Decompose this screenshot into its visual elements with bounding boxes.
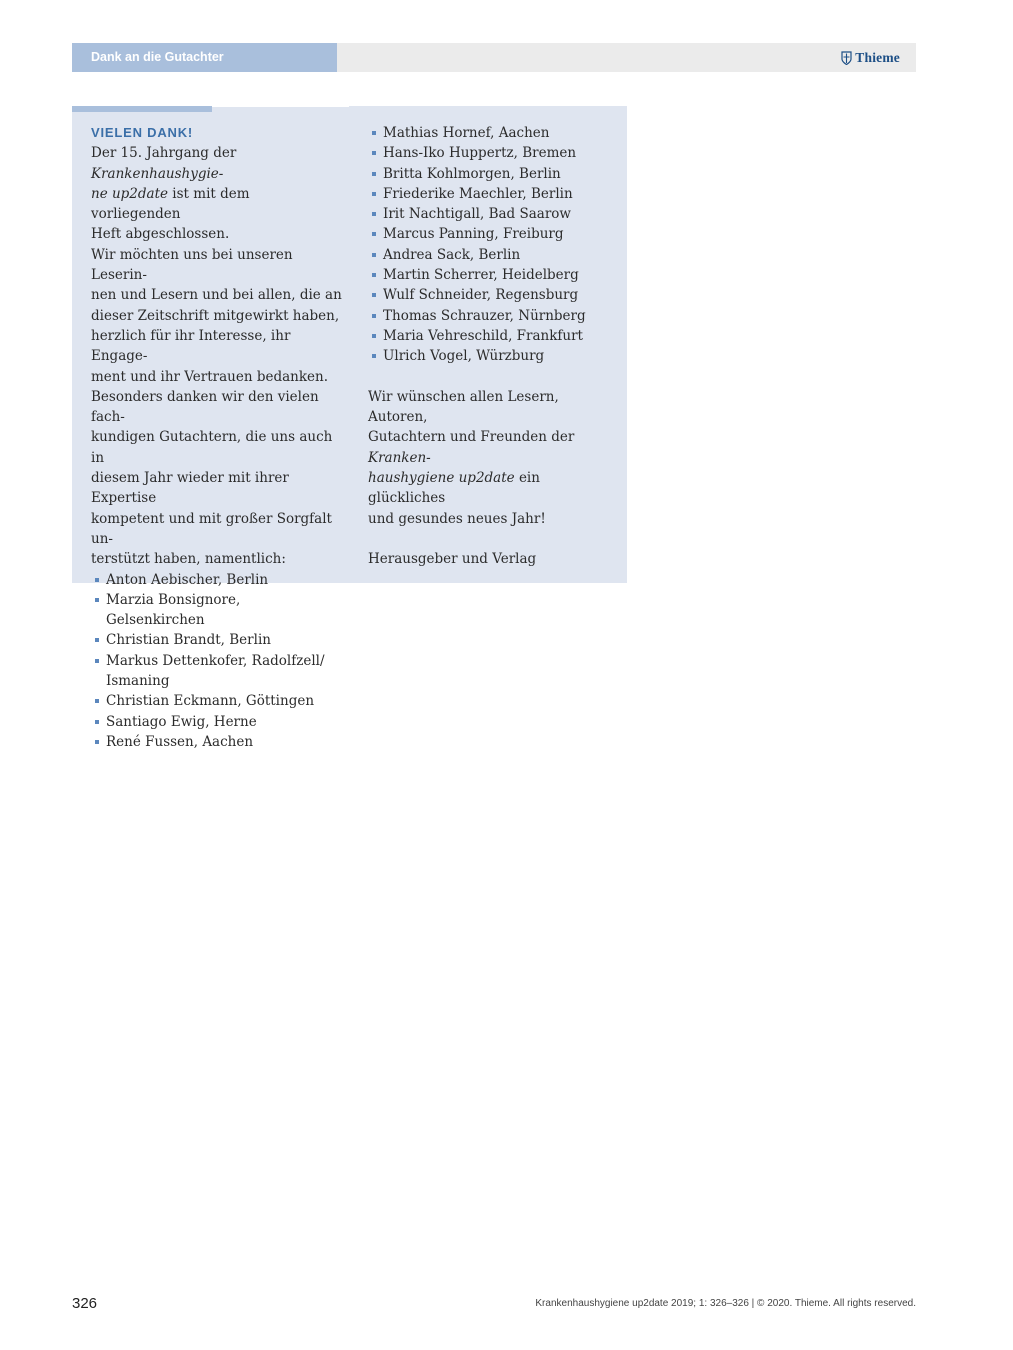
journal-title-run: Kranken-	[368, 449, 431, 466]
intro-paragraph	[91, 143, 343, 244]
spacer	[368, 529, 618, 549]
spacer	[368, 367, 618, 387]
text-line	[368, 427, 618, 468]
text-line: Wir möchten uns bei unseren Leserin-	[91, 246, 293, 284]
text-line	[368, 468, 618, 509]
text-run: und gesundes neues Jahr!	[368, 510, 546, 527]
reviewer-item: Anton Aebischer, Berlin	[91, 570, 343, 590]
text-line: terstützt haben, namentlich:	[91, 551, 286, 568]
journal-title-run: ne up2date	[91, 185, 169, 202]
text-line: kompetent und mit großer Sorgfalt un-	[91, 510, 332, 547]
thanks-paragraph	[91, 245, 343, 387]
reviewer-item: Ulrich Vogel, Würzburg	[368, 346, 618, 366]
reviewer-item: Markus Dettenkofer, Radolfzell/ Ismaning	[91, 651, 343, 692]
thank-you-box	[72, 106, 627, 750]
brand-name: Thieme	[855, 50, 900, 65]
text-run: Der 15. Jahrgang der	[91, 145, 237, 162]
reviewer-item: Martin Scherrer, Heidelberg	[368, 265, 618, 285]
journal-title-run: haushygiene up2date	[368, 470, 515, 487]
box-heading: VIELEN DANK!	[91, 125, 194, 140]
running-header	[72, 43, 916, 72]
text-line: nen und Lesern und bei allen, die an	[91, 287, 342, 304]
reviewer-item: Christian Eckmann, Göttingen	[91, 691, 343, 711]
signature: Herausgeber und Verlag	[368, 551, 537, 568]
box-top-divider	[212, 106, 349, 107]
text-run: Wir wünschen allen Lesern, Autoren,	[368, 388, 559, 426]
citation-line: Krankenhaushygiene up2date 2019; 1: 326–326 | © 2020. Thieme. All rights reserved.	[535, 1298, 916, 1309]
reviewer-item: Santiago Ewig, Herne	[91, 712, 343, 732]
text-run: ein glückliches	[368, 470, 540, 507]
reviewer-item: Friederike Maechler, Berlin	[368, 184, 618, 204]
reviewer-item: Marcus Panning, Freiburg	[368, 224, 618, 244]
text-line	[368, 387, 618, 428]
reviewer-item: Wulf Schneider, Regensburg	[368, 285, 618, 305]
text-line: Besonders danken wir den vielen fach-	[91, 388, 319, 426]
reviewer-list-right	[368, 123, 618, 367]
text-line: diesem Jahr wieder mit ihrer Expertise	[91, 470, 289, 507]
reviewer-item: Irit Nachtigall, Bad Saarow	[368, 204, 618, 224]
reviewer-item: Marzia Bonsignore, Gelsenkirchen	[91, 590, 343, 631]
reviewers-paragraph	[91, 387, 343, 570]
text-line: kundigen Gutachtern, die uns auch in	[91, 429, 333, 466]
thieme-shield-icon	[841, 51, 852, 65]
right-column	[368, 123, 618, 570]
journal-title-run: Krankenhaushygie-	[91, 165, 224, 182]
text-line: dieser Zeitschrift mitgewirkt haben,	[91, 307, 340, 324]
reviewer-list-left	[91, 570, 343, 753]
text-line	[368, 509, 618, 529]
text-run: ist mit dem vorliegenden	[91, 185, 250, 223]
reviewer-item: René Fussen, Aachen	[91, 732, 343, 752]
wishes-paragraph	[368, 387, 618, 529]
reviewer-item: Hans-Iko Huppertz, Bremen	[368, 143, 618, 163]
text-line: herzlich für ihr Interesse, ihr Engage-	[91, 327, 291, 365]
page-number: 326	[72, 1295, 98, 1312]
publisher-brand	[841, 50, 900, 66]
text-line	[91, 143, 343, 184]
section-title: Dank an die Gutachter	[91, 50, 224, 64]
text-run: Heft abgeschlossen.	[91, 226, 230, 243]
reviewer-item: Maria Vehreschild, Frankfurt	[368, 326, 618, 346]
left-column	[91, 123, 343, 752]
reviewer-item: Britta Kohlmorgen, Berlin	[368, 164, 618, 184]
reviewer-item: Thomas Schrauzer, Nürnberg	[368, 306, 618, 326]
text-line	[91, 224, 343, 244]
box-accent-bar	[72, 106, 212, 112]
reviewer-item: Andrea Sack, Berlin	[368, 245, 618, 265]
text-line: ment und ihr Vertrauen bedanken.	[91, 368, 329, 385]
text-line	[91, 184, 343, 225]
reviewer-item: Christian Brandt, Berlin	[91, 630, 343, 650]
section-tab	[72, 43, 337, 72]
reviewer-item: Mathias Hornef, Aachen	[368, 123, 618, 143]
text-run: Gutachtern und Freunden der	[368, 429, 575, 446]
